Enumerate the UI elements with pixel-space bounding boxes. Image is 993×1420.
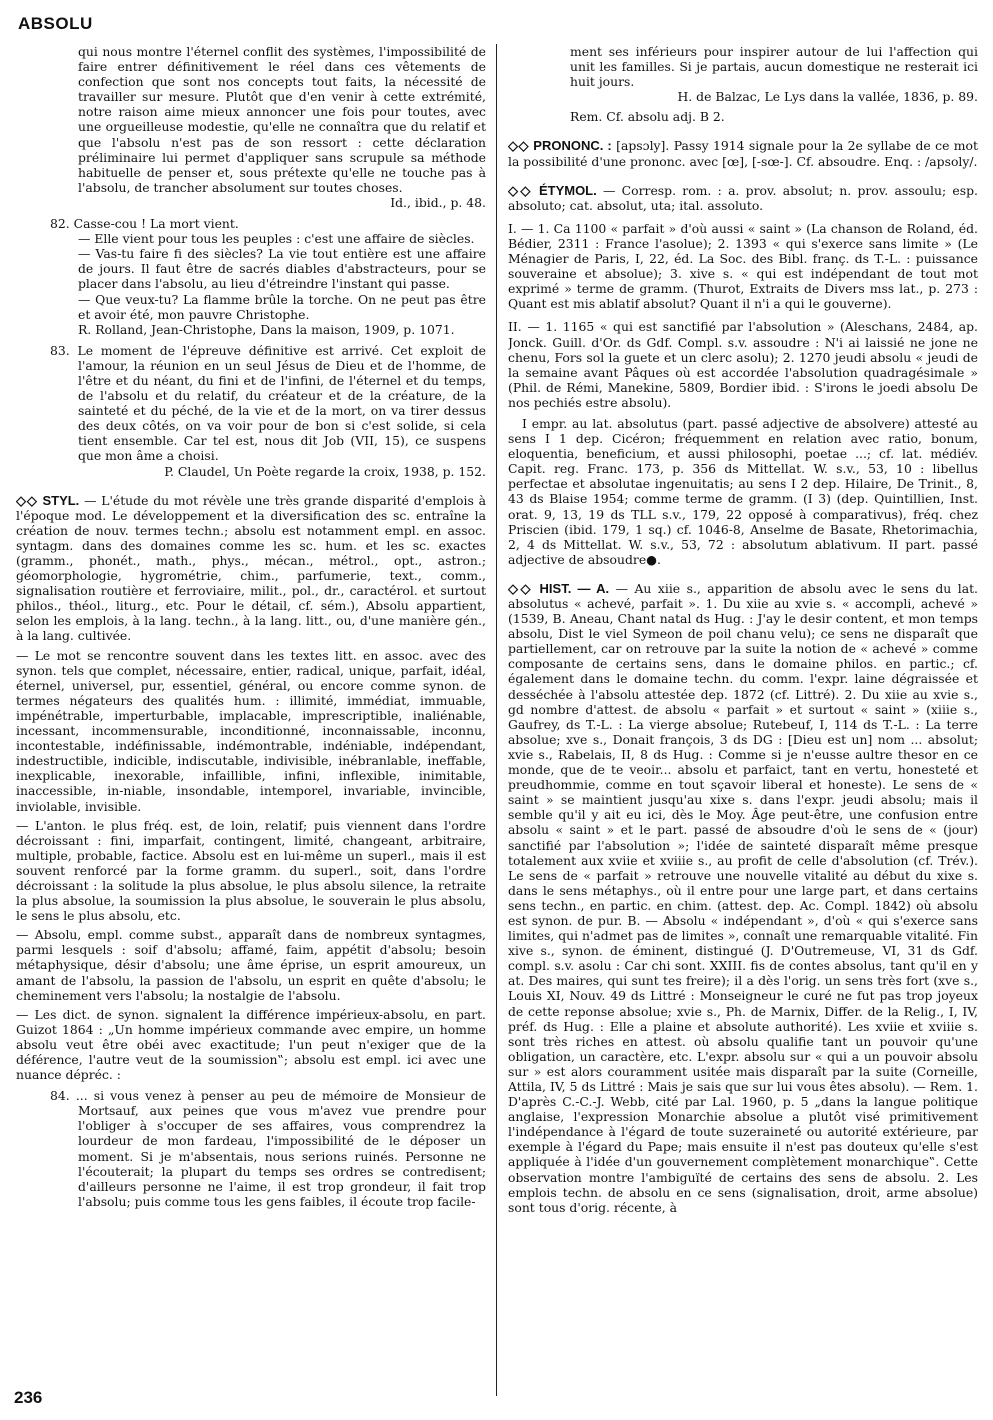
section-paragraph: — Absolu, empl. comme subst., apparaît dans de nombreux syntagmes, parmi lesquels : soif d'absolu; affamé, faim, appétit d'absolu; besoin métaphysique, désir d'absolu; une âme éprise, un esprit amoureux, un amant de l'absolu, la passion de l'absolu, un esprit en quête d'absolu; le cheminement vers l'absolu; la nostalgie de l'absolu. bbox=[16, 927, 486, 1003]
running-head: ABSOLU bbox=[18, 14, 93, 33]
etymol-part-2: II. — 1. 1165 « qui est sanctifié par l'absolution » (Aleschans, 2484, ap. Jonck. Guill. d'Or. ds Gdf. Compl. s.v. assoudre : N'i ai laissié ne jone ne chenu, Fors sol la guete et un clerc asolu); 2. 1270 jeudi absolu « jeudi de la semaine avant Pâques où est accordée l'absolution quadragésimale » (Phil. de Rémi, Manekine, 5809, Bordier ibid. : S'irons le joedi absolu De nos pechiés estre absolu). bbox=[508, 319, 978, 410]
remark: Rem. Cf. absolu adj. B 2. bbox=[570, 109, 725, 125]
etymol-section bbox=[508, 183, 978, 567]
etymol-part-1: I. — 1. Ca 1100 « parfait » d'où aussi « saint » (La chanson de Roland, éd. Bédier, 2311 : France l'asolue); 2. 1393 « qui s'exerce sans limite » (Le Ménagier de Paris, I, 22, éd. La Soc. des Bibl. franç. ds T.-L. : puissance souveraine et absolue); 3. xive s. « qui est indépendant de tout mot exprimé » terme de gramm. (Thurot, Extraits de Divers mss lat., p. 273 : Quant est mis ablatif absolut? Quant il n'i a qui le gouverne). bbox=[508, 220, 978, 312]
example-number: 82. bbox=[50, 216, 70, 232]
example-number: 83. bbox=[50, 342, 70, 358]
column-divider bbox=[496, 44, 497, 1396]
section-label: ÉTYMOL. bbox=[538, 182, 597, 198]
example-line: — Elle vient pour tous les peuples : c'est une affaire de siècles. bbox=[78, 231, 475, 247]
example-line: — Vas-tu faire fi des siècles? La vie tout entière est une affaire de jours. Il faut être de sacrés diables d'abstracteurs, pour se placer dans l'absolu, au lieu d'étreindre l'instant qui passe. bbox=[78, 246, 486, 292]
example-82 bbox=[16, 216, 486, 231]
page-number: 236 bbox=[14, 1388, 43, 1407]
diamond-icon: ◇◇ bbox=[16, 492, 38, 508]
section-paragraph: — Corresp. rom. : a. prov. absolut; n. prov. assoulu; esp. absoluto; cat. absolut, uta; ital. assoluto. bbox=[508, 182, 978, 213]
example-line: Casse-cou ! La mort vient. bbox=[73, 216, 239, 232]
diamond-icon: ◇◇ bbox=[508, 182, 533, 198]
example-line: — Que veux-tu? La flamme brûle la torche. On ne peut pas être et avoir été, mon pauvre Christophe. bbox=[78, 291, 486, 322]
hist-section bbox=[508, 581, 978, 1215]
styl-section bbox=[16, 493, 486, 1083]
left-column bbox=[16, 44, 486, 1396]
diamond-icon: ◇◇ bbox=[508, 580, 534, 596]
section-paragraph: — L'anton. le plus fréq. est, de loin, relatif; puis viennent dans l'ordre décroissant : fini, imparfait, contingent, limité, changeant, arbitraire, multiple, probable, factice. Absolu est en lui-même un superl., mais il est souvent renforcé par la forme gramm. du superl., soit, dans l'ordre décroissant : la solitude la plus absolue, le plus absolu silence, la retraite la plus absolue, la soumission la plus absolue, le souverain le plus absolu, le sens le plus absolu, etc. bbox=[16, 817, 486, 924]
section-label: HIST. — A. bbox=[539, 580, 610, 596]
example-number: 84. bbox=[50, 1088, 70, 1104]
example-citation: R. Rolland, Jean-Christophe, Dans la maison, 1909, p. 1071. bbox=[78, 321, 455, 337]
section-label: STYL. bbox=[42, 492, 80, 508]
section-paragraph: [apsɔly]. Passy 1914 signale pour la 2e syllabe de ce mot la possibilité d'une prononc. avec [œ], [-sœ-]. Cf. absoudre. Enq. : /apsoly/. bbox=[508, 138, 978, 169]
example-83 bbox=[16, 343, 486, 464]
prononc-section bbox=[508, 138, 978, 168]
section-label: PRONONC. : bbox=[533, 138, 612, 154]
right-column bbox=[508, 44, 978, 1396]
quote-continuation: ment ses inférieurs pour inspirer autour de lui l'affection qui unit les familles. Si je partais, aucun domestique ne resterait ici huit jours. bbox=[570, 44, 978, 90]
quote-continuation: qui nous montre l'éternel conflit des systèmes, l'impossibilité de faire entrer définitivement le réel dans ces vêtements de confection que sont nos concepts tout faits, la nécessité de travailler sur mesure. Plutôt que d'en venir à cette extrémité, notre raison aime mieux annoncer une fois pour toutes, avec une orgueilleuse modestie, qu'elle ne connaîtra que du relatif et que l'absolu n'est pas de son ressort : cette déclaration préliminaire lui permet d'appliquer sans scrupule sa méthode habituelle de penser et, sous prétexte qu'elle ne touche pas à l'absolu, de trancher absolument sur toutes choses. bbox=[78, 44, 486, 195]
section-paragraph: — L'étude du mot révèle une très grande disparité d'emplois à l'époque mod. Le développement et la diversification des sc. entraîne la création de nouv. termes techn.; absolu est notamment empl. en assoc. syntagm. dans des domaines comme les sc. hum. et les sc. exactes (gramm., phonét., math., phys., mécan., métrol., opt., astron.; géomorphologie, hygrométrie, chim., parfumerie, text., comm., signalisation routière et ferroviaire, milit., pol., dr., caractérol. et surtout philos., théol., liturg., etc. Pour le détail, cf. sém.), Absolu appartient, selon les emplois, à la lang. techn., à la lang. litt., ou, d'une manière gén., à la lang. cultivée. bbox=[16, 492, 486, 644]
example-citation: P. Claudel, Un Poète regarde la croix, 1938, p. 152. bbox=[164, 463, 486, 479]
example-text: Le moment de l'épreuve définitive est arrivé. Cet exploit de l'amour, la réunion en un seul Jésus de Dieu et de l'homme, de l'être et du néant, du fini et de l'infini, de l'éternel et du temps, de l'absolu et du relatif, du créateur et de la créature, de la sainteté et du péché, de la vie et de la mort, on va tirer dessus des deux côtés, on va voir pour de bon si c'est solide, si cela tient ensemble. Car tel est, nous dit Job (VII, 15), ce suspens que mon âme a choisi. bbox=[77, 342, 486, 464]
example-text: ... si vous venez à penser au peu de mémoire de Monsieur de Mortsauf, aux peines que vous m'avez vue prendre pour l'obliger à s'occuper de ses affaires, vous comprendrez la lourdeur de mon fardeau, l'impossibilité de le déposer un moment. Si je m'absentais, nous serions ruinés. Personne ne l'écouterait; la plupart du temps ses ordres se contredisent; d'ailleurs personne ne l'aime, il est trop grondeur, il fait trop l'absolu; puis comme tous les gens faibles, il écoute trop facile- bbox=[75, 1088, 486, 1209]
example-citation: H. de Balzac, Le Lys dans la vallée, 1836, p. 89. bbox=[677, 89, 978, 105]
example-84 bbox=[16, 1088, 486, 1209]
section-paragraph: — Les dict. de synon. signalent la différence impérieux-absolu, en part. Guizot 1864 : „Un homme impérieux commande avec empire, un homme absolu veut être obéi avec exactitude; l'un peut n'exiger que de la déférence, l'autre veut de la soumission‟; absolu est empl. ici avec une nuance dépréc. : bbox=[16, 1006, 486, 1083]
section-paragraph: — Au xiie s., apparition de absolu avec le sens du lat. absolutus « achevé, parfait ». 1. Du xiie au xvie s. « accompli, achevé » (1539, B. Aneau, Chant natal ds Hug. : J'ay le desir content, et mon temps absolu, Dist le viel Symeon de poil chanu velu); ce sens ne disparaît que partiellement, car on retrouve par la suite la notion de « achevé » comme composante de certains sens, dans le domaine philos. en partic.; cf. également dans le domaine techn. du comm. l'expr. laine dégraissée et desséchée à l'absolu attestée dep. 1872 (cf. Littré). 2. Du xiie au xvie s., gd nombre d'attest. de absolu « parfait » et surtout « saint » (xiiie s., Gaufrey, ds T.-L. : La vierge absolue; Rutebeuf, I, 114 ds T.-L. : La terre absolue; xve s., Donait françois, 3 ds DG : [Dieu est un] nom ... absolut; xvie s., Rabelais, II, 8 ds Hug. : Comme si je n'eusse aultre thesor en ce monde, que de te veoir... absolu et parfaict, tant en vertu, honesteté et preudhommie, comme en tout sçavoir liberal et honeste). Le sens de « saint » se maintient jusqu'au xixe s. dans l'expr. jeudi absolu; mais il semble qu'il y ait eu ici, dès le Moy. Âge peut-être, une confusion entre absolu « saint » et le part. passé de absoudre d'où le sens de « (jour) sanctifié par l'absolution »; l'idée de sainteté disparaît même presque totalement aux xviie et xviiie s., au profit de celle d'absolution (cf. Trév.). Le sens de « parfait » retrouve une nouvelle vitalité au début du xixe s. dans le sens métaphys., où il entre pour une large part, et dans certains sens techn., en partic. en chim. (attest. dep. Ac. Compl. 1842) où absolu est synon. de pur. B. — Absolu « indépendant », d'où « qui s'exerce sans limites, qui n'admet pas de limites », connaît une remarquable vitalité. Fin xive s., synon. de éminent, distingué (J. D'Outremeuse, VI, 31 ds Gdf. compl. s.v. asolu : Car chi sont. XXIII. fis de contes absolus, tant qu'il en y at. Des maires, qui sunt tes freire); il a dès l'orig. un sens très fort (xve s., Louis XI, Nouv. 49 ds Littré : Monseigneur le curé ne fut pas trop joyeux de cette reponse absolue; xvie s., Ph. de Marnix, Differ. de la Relig., I, IV, préf. ds Hug. : Elle a plaine et absolute authorité). Les xviie et xviiie s. sont très riches en attest. où absolu qualifie tant un pouvoir qu'une obligation, un caractère, etc. L'expr. absolu sur « qui a un pouvoir absolu sur » est alors couramment usitée mais disparaît par la suite (Corneille, Attila, IV, 5 ds Littré : Mais je sais que sur lui vous êtes absolu). — Rem. 1. D'après C.-C.-J. Webb, cité par Lal. 1960, p. 5 „dans la langue politique anglaise, l'expression Monarchie absolue a plutôt visé primitivement l'indépendance à l'égard de toute suzeraineté ou autorité extérieure, par exemple à l'égard du Pape; mais ensuite il n'est pas douteux qu'elle s'est appliquée à l'idée d'un gouvernement complètement monarchique‟. Cette observation montre l'ambiguïté de certains des sens de absolu. 2. Les emplois techn. de absolu en ce sens (signalisation, droit, arme absolue) sont tous d'orig. récente, à bbox=[508, 580, 978, 1215]
etymol-latin: I empr. au lat. absolutus (part. passé adjective de absolvere) attesté au sens I 1 dep. Cicéron; fréquemment en relation avec ratio, bonum, eloquentia, beneficium, et aussi philosophi, poetae ...; cf. lat. médiév. Capit. reg. Franc. 173, p. 356 ds Mittellat. W. s.v., 53, 10 : libellus perfectae et absolutae ingenuitatis; au sens I 2 dep. Hilaire, De Trinit., 8, 43 ds Blaise 1954; comme terme de gramm. (I 3) (dep. Quintillien, Inst. orat. 9, 13, 19 ds TLL s.v., 179, 22 opposé à comparativus), fréq. chez Priscien (ibid. 179, 1 sq.) cf. 1046-8, Anselme de Basate, Rhetorimachia, 2, 4 ds Mittellat. W. s.v., 53, 72 : absolutum ablativum. II part. passé adjective de absoudre●. bbox=[508, 415, 978, 567]
section-paragraph: — Le mot se rencontre souvent dans les textes litt. en assoc. avec des synon. tels que complet, nécessaire, entier, radical, unique, parfait, idéal, éternel, universel, pur, essentiel, général, ou encore comme synon. de termes négateurs des qualités hum. : illimité, immédiat, immuable, impénétrable, imperturbable, implacable, imprescriptible, inaliénable, incessant, incommensurable, inconditionné, inconnaissable, inconnu, incontestable, indéfinissable, indémontrable, indéniable, indépendant, indestructible, indicible, indiscutable, indivisible, inébranlable, ineffable, inexplicable, inexorable, infaillible, infini, inflexible, inimitable, inaccessible, in-niable, insondable, intemporel, invariable, invincible, inviolable, invisible. bbox=[16, 647, 486, 814]
diamond-icon: ◇◇ bbox=[508, 138, 529, 154]
quote-citation: Id., ibid., p. 48. bbox=[390, 194, 486, 210]
